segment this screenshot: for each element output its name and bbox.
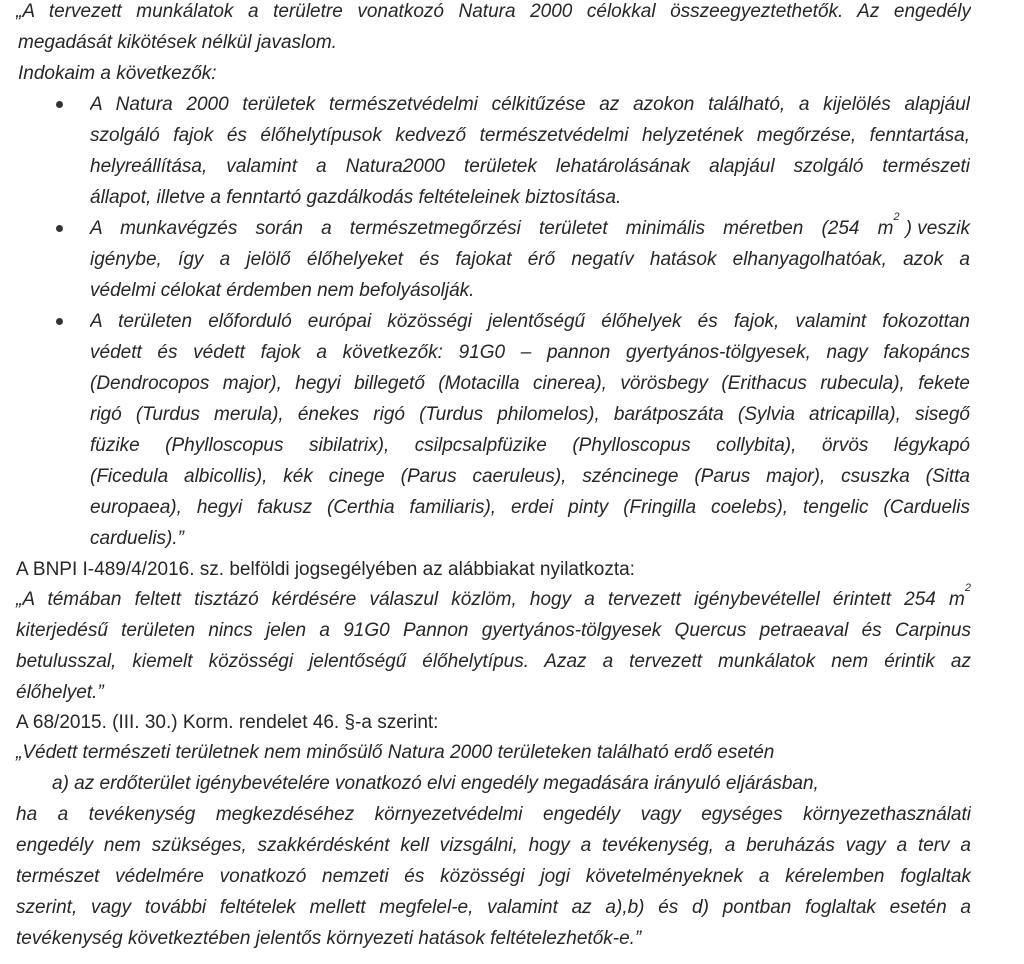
quote-line: természet védelmére vonatkozó nemzeti és közösségi jogi követelményeknek a kérelemben foglaltak: [16, 866, 971, 887]
superscript: 2: [964, 582, 971, 594]
quote-line: kiterjedésű területen nincs jelen a 91G0 Pannon gyertyános-tölgyesek Quercus petraeaval és Carpinus: [16, 620, 971, 641]
quote-line: tevékenység következtében jelentős környezeti hatások feltételezhetők-e.”: [16, 928, 642, 949]
superscript: 2: [893, 211, 900, 223]
quote-line: [16, 582, 971, 612]
bullet-line: füzike (Phylloscopus sibilatrix), csilpcsalpfüzike (Phylloscopus collybita), örvös légykapó: [90, 435, 970, 456]
quote-line: szerint, vagy további feltételek mellett megfelel-e, valamint az a),b) és d) pontban foglaltak esetén a: [16, 897, 971, 918]
bullet-line: (Ficedula albicollis), kék cinege (Parus caeruleus), széncinege (Parus major), csuszka (Sitta: [90, 466, 970, 487]
quote-line-text: „A témában feltett tisztázó kérdésére válaszul közlöm, hogy a tervezett igénybevétellel érintett 254 m: [16, 589, 965, 610]
bullet-icon: [56, 318, 63, 325]
quote-line: élőhelyet.”: [16, 682, 104, 703]
quote-line: ha a tevékenység megkezdéséhez környezetvédelmi engedély vagy egységes környezethasználati: [16, 804, 971, 825]
bullet-line: [90, 211, 970, 241]
bullet-line: állapot, illetve a fenntartó gazdálkodás feltételeinek biztosítása.: [90, 187, 622, 208]
paragraph-intro: A BNPI I-489/4/2016. sz. belföldi jogsegélyében az alábbiakat nyilatkozta:: [16, 559, 635, 580]
quote-line: engedély nem szükséges, szakkérdésként kell vizsgálni, hogy a tevékenység, a beruházás vagy a terv a: [16, 835, 971, 856]
bullet-line: védelmi célokat érdemben nem befolyásolják.: [90, 280, 475, 301]
bullet-line: védett és védett fajok a következők: 91G0 – pannon gyertyános-tölgyesek, nagy fakopáncs: [90, 342, 970, 363]
quote-line: Indokaim a következők:: [18, 63, 217, 84]
bullet-line: (Dendrocopos major), hegyi billegető (Motacilla cinerea), vörösbegy (Erithacus rubecula), fekete: [90, 373, 970, 394]
quote-line: megadását kikötések nélkül javaslom.: [18, 32, 337, 53]
bullet-icon: [56, 101, 63, 108]
bullet-line: rigó (Turdus merula), énekes rigó (Turdus philomelos), barátposzáta (Sylvia atricapilla), sisegő: [90, 404, 970, 425]
list-item-a: a) az erdőterület igénybevételére vonatkozó elvi engedély megadására irányuló eljárásban,: [52, 773, 819, 794]
bullet-line: igénybe, így a jelölő élőhelyeket és fajokat érő negatív hatások elhanyagolhatóak, azok a: [90, 249, 970, 270]
bullet-line: A területen előforduló európai közösségi jelentőségű élőhelyek és fajok, valamint fokozottan: [90, 311, 970, 332]
bullet-line: carduelis).”: [90, 528, 184, 549]
bullet-icon: [56, 225, 63, 232]
quote-line: „Védett természeti területnek nem minősülő Natura 2000 területeken található erdő esetén: [16, 742, 775, 763]
bullet-line-text: ) veszik: [905, 218, 970, 239]
bullet-line-text: A munkavégzés során a természetmegőrzési területet minimális méretben (254 m: [90, 218, 894, 239]
paragraph-intro: A 68/2015. (III. 30.) Korm. rendelet 46. §-a szerint:: [16, 712, 439, 733]
bullet-line: A Natura 2000 területek természetvédelmi célkitűzése az azokon található, a kijelölés alapjául: [90, 94, 970, 115]
bullet-line: szolgáló fajok és élőhelytípusok kedvező természetvédelmi helyzetének megőrzése, fenntartása,: [90, 125, 970, 146]
quote-line: „A tervezett munkálatok a területre vonatkozó Natura 2000 célokkal összeegyeztethetők. Az engedély: [16, 1, 971, 22]
quote-line: betulusszal, kiemelt közösségi jelentőségű élőhelytípus. Azaz a tervezett munkálatok nem érintik az: [16, 651, 971, 672]
bullet-line: helyreállítása, valamint a Natura2000 területek lehatárolásának alapjául szolgáló természeti: [90, 156, 970, 177]
bullet-line: europaea), hegyi fakusz (Certhia familiaris), erdei pinty (Fringilla coelebs), tengelic (Carduelis: [90, 497, 970, 518]
